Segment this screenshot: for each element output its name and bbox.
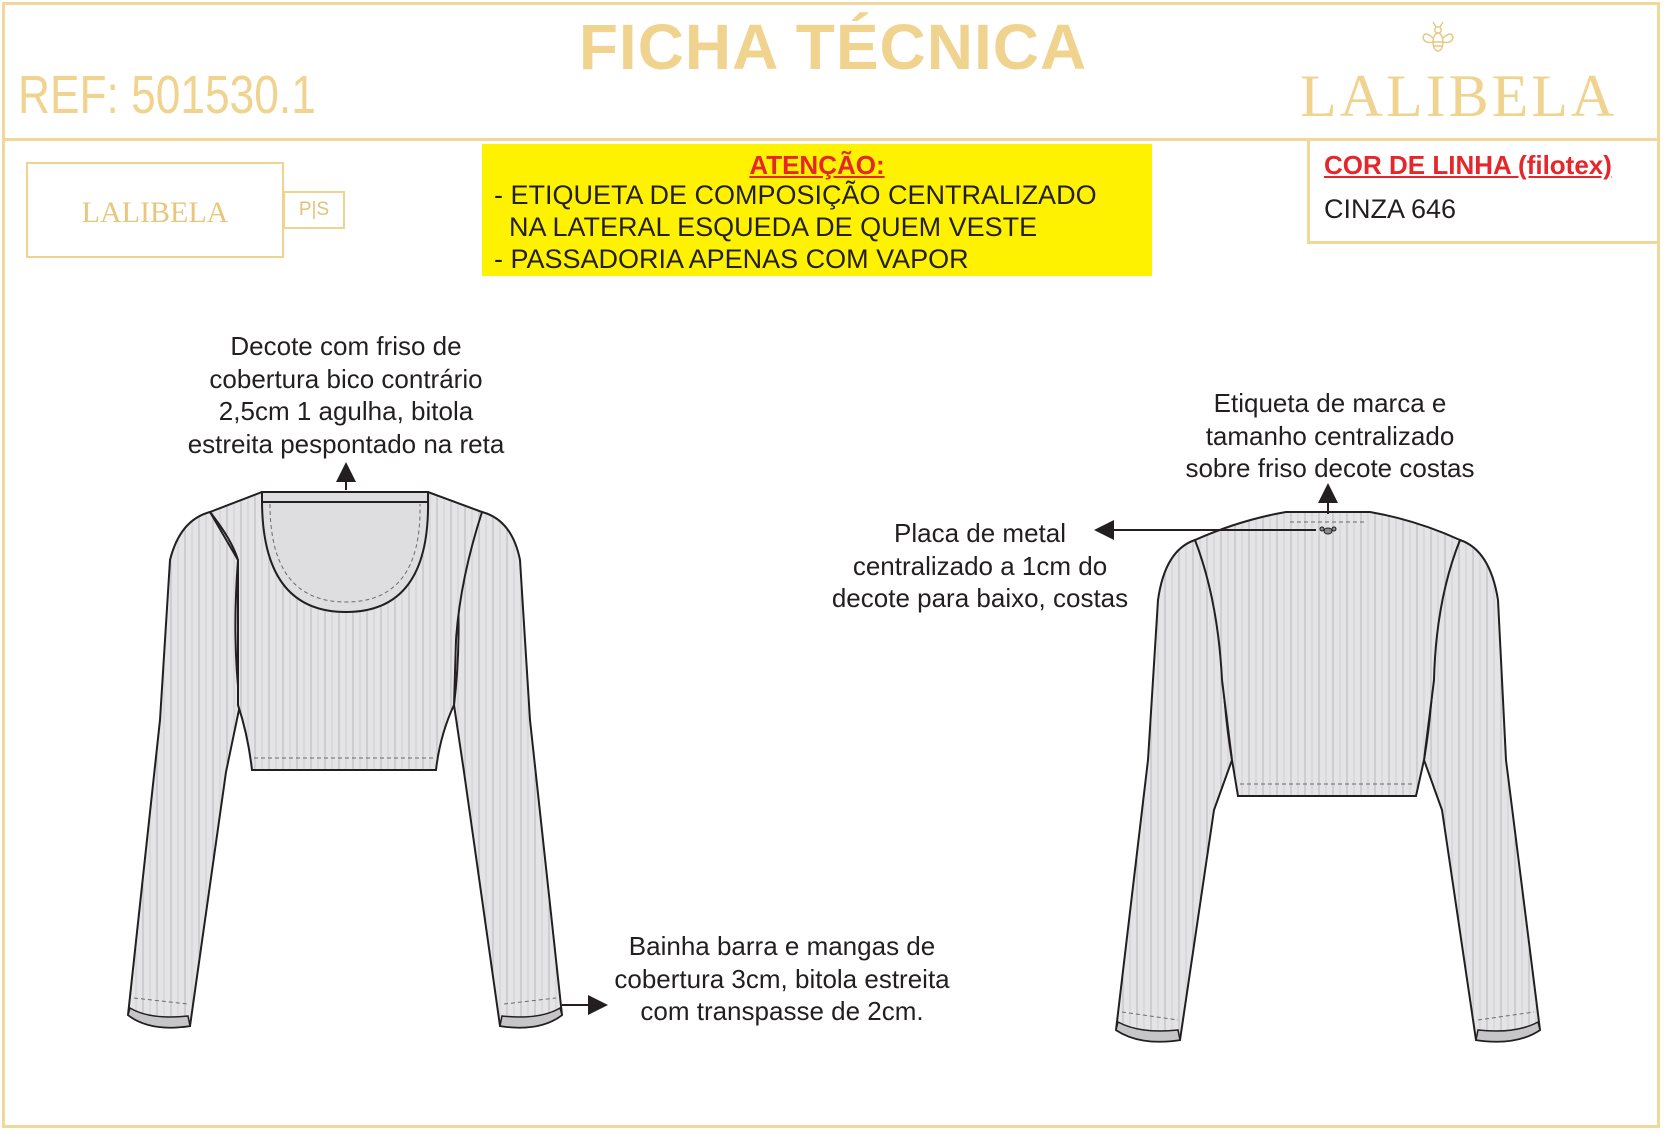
reference-code: REF: 501530.1 (18, 65, 316, 125)
brand-logo: LALIBELA (1300, 63, 1618, 129)
attention-title: ATENÇÃO: (749, 150, 885, 180)
front-left-sleeve (128, 512, 240, 1028)
neckline-note: Decote com friso de cobertura bico contrário 2,5cm 1 agulha, bitola estreita pespontado na reta (187, 331, 505, 459)
brand-label-note: Etiqueta de marca e tamanho centralizado sobre friso decote costas (1185, 388, 1475, 483)
thread-color-value: CINZA 646 (1324, 194, 1457, 224)
back-body (1195, 512, 1460, 796)
back-right-sleeve (1424, 540, 1540, 1042)
sheet-title: FICHA TÉCNICA (578, 11, 1088, 83)
attention-line: - PASSADORIA APENAS COM VAPOR (494, 244, 969, 274)
front-view-garment (128, 492, 562, 1028)
thread-color-title: COR DE LINHA (filotex) (1324, 150, 1612, 180)
label-brand-text: LALIBELA (81, 196, 229, 229)
front-right-sleeve (454, 512, 562, 1028)
back-view-garment (1116, 512, 1540, 1042)
attention-line: - ETIQUETA DE COMPOSIÇÃO CENTRALIZADO (494, 180, 1097, 210)
hem-note: Bainha barra e mangas de cobertura 3cm, bitola estreita com transpasse de 2cm. (614, 931, 950, 1026)
metal-plate-note: Placa de metal centralizado a 1cm do decote para baixo, costas (831, 518, 1129, 613)
attention-line: NA LATERAL ESQUEDA DE QUEM VESTE (494, 212, 1038, 242)
size-tag: P|S (283, 191, 345, 229)
